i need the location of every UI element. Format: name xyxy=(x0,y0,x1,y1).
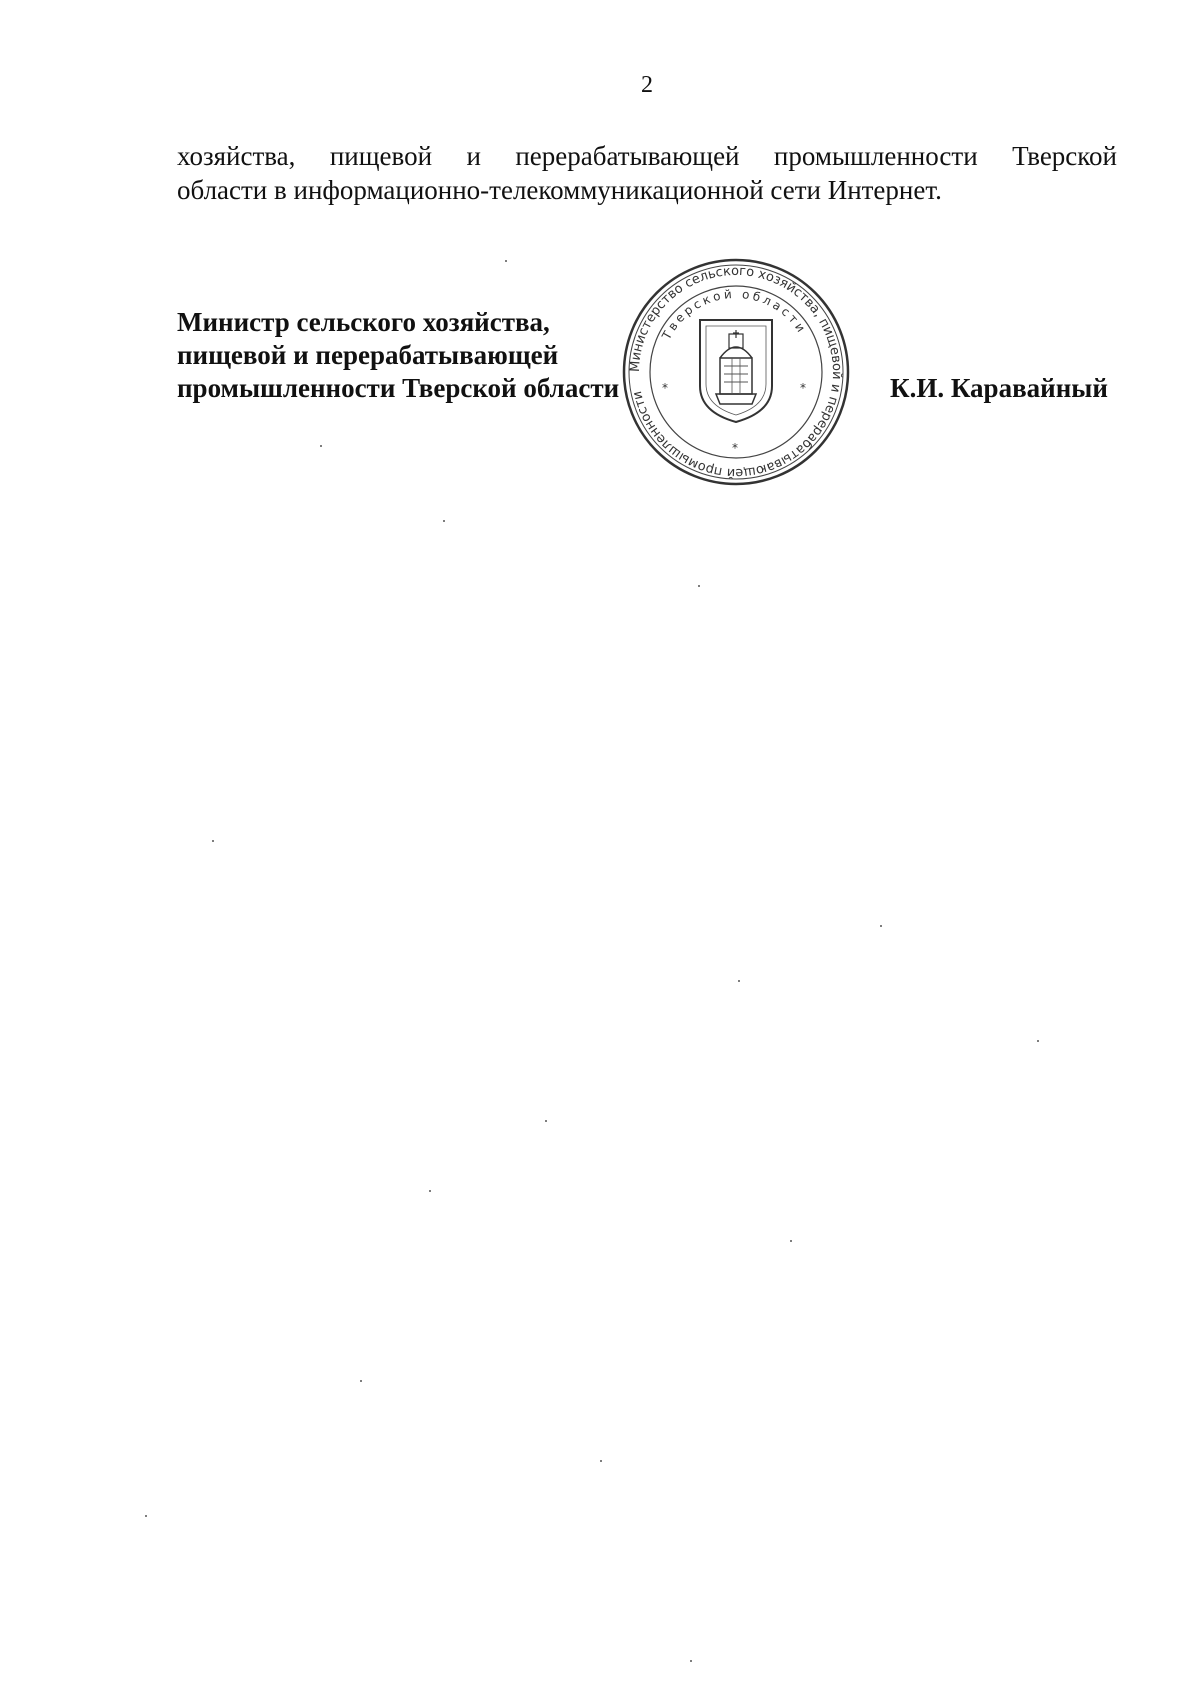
seal-star-icon: * xyxy=(800,381,806,395)
seal-inner-text: Тверской области xyxy=(659,286,810,342)
scan-speck xyxy=(1037,1040,1039,1042)
scan-speck xyxy=(600,1460,602,1462)
body-paragraph xyxy=(177,139,1117,207)
seal-star-icon: * xyxy=(662,381,668,395)
paragraph-line-1: хозяйства, пищевой и перерабатывающей промышленности Тверской xyxy=(177,141,1117,171)
signatory-title-line-1: Министр сельского хозяйства, xyxy=(177,307,550,337)
page-number: 2 xyxy=(641,72,653,98)
scan-speck xyxy=(320,445,322,447)
seal-inner-ring xyxy=(650,286,822,458)
signatory-name: К.И. Каравайный xyxy=(890,373,1108,403)
scan-speck xyxy=(429,1190,431,1192)
scan-speck xyxy=(698,585,700,587)
scan-speck xyxy=(738,980,740,982)
scan-speck xyxy=(505,260,507,262)
scan-speck xyxy=(443,520,445,522)
scan-speck xyxy=(145,1515,147,1517)
seal-star-icon: * xyxy=(732,441,738,455)
scan-speck xyxy=(360,1380,362,1382)
official-seal xyxy=(620,256,852,488)
signatory-title xyxy=(177,306,619,405)
signatory-title-line-2: пищевой и перерабатывающей xyxy=(177,340,559,370)
coat-of-arms-icon xyxy=(700,320,772,422)
scan-speck xyxy=(880,925,882,927)
seal-outer-text: Министерство сельского хозяйства, пищевой и перерабатывающей промышленности xyxy=(627,263,845,481)
scan-speck xyxy=(790,1240,792,1242)
scan-speck xyxy=(545,1120,547,1122)
scan-speck xyxy=(212,840,214,842)
signatory-title-line-3: промышленности Тверской области xyxy=(177,373,620,403)
scan-speck xyxy=(690,1660,692,1662)
paragraph-line-2: области в информационно-телекоммуникационной сети Интернет. xyxy=(177,175,942,205)
